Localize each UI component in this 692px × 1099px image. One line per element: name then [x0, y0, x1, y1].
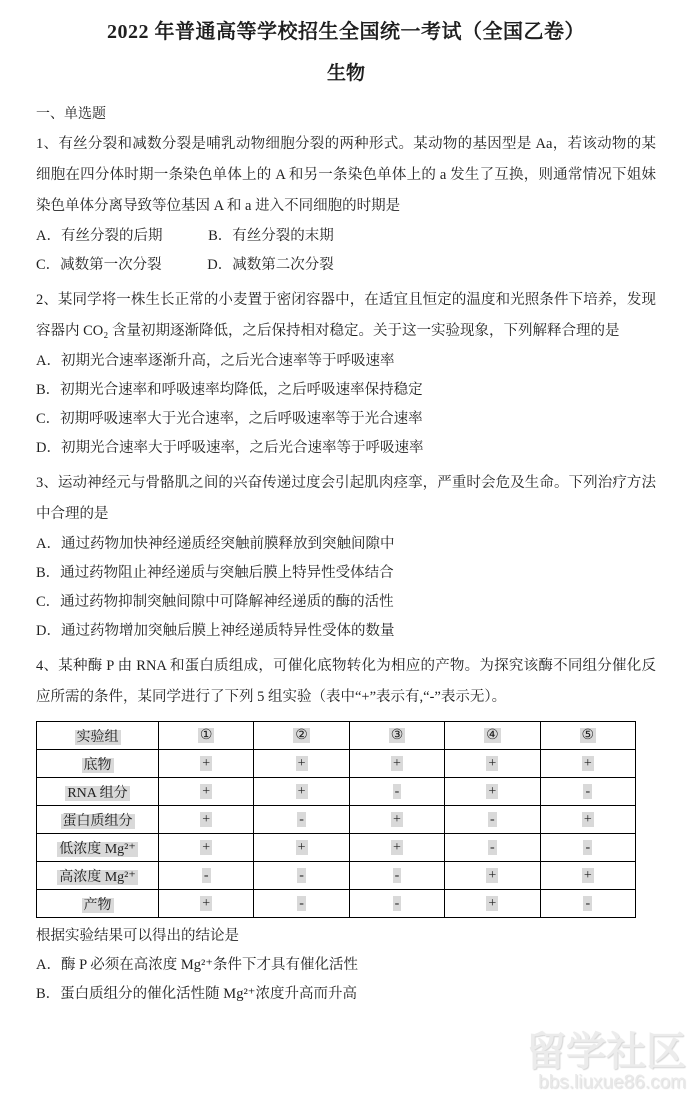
table-cell [349, 834, 444, 862]
question-1-option-a: A．有丝分裂的后期 [36, 228, 163, 244]
cell-text: + [297, 755, 306, 771]
cell-text: 产物 [83, 897, 112, 913]
question-4-option-a: A．酶 P 必须在高浓度 Mg²⁺条件下才具有催化活性 [36, 957, 359, 973]
table-cell [159, 862, 254, 890]
table-cell [159, 834, 254, 862]
cell-text: - [585, 895, 591, 911]
cell-text: + [583, 867, 592, 883]
question-3-option-c: C．通过药物抑制突触间隙中可降解神经递质的酶的活性 [36, 594, 394, 610]
cell-text: + [202, 839, 211, 855]
table-cell [349, 862, 444, 890]
table-row [37, 806, 636, 834]
cell-text: ⑤ [581, 728, 595, 743]
table-row [37, 890, 636, 918]
table-cell [445, 778, 540, 806]
table-cell [540, 778, 635, 806]
question-2-option-d: D．初期光合速率大于呼吸速率，之后光合速率等于呼吸速率 [36, 440, 424, 456]
question-1-options-row-1 [36, 222, 656, 251]
cell-text: + [202, 755, 211, 771]
table-header-cell [159, 722, 254, 750]
question-4-stem: 4、某种酶 P 由 RNA 和蛋白质组成，可催化底物转化为相应的产物。为探究该酶不同组分催化反应所需的条件，某同学进行了下列 5 组实验（表中“+”表示有,“-”表示无）。 [36, 658, 656, 705]
cell-text: - [394, 867, 400, 883]
table-row [37, 750, 636, 778]
section-heading: 一、单选题 [36, 107, 106, 122]
cell-text: 低浓度 Mg²⁺ [59, 841, 136, 857]
question-2 [36, 285, 656, 463]
question-1-option-c: C．减数第一次分裂 [36, 257, 162, 273]
cell-text: - [394, 895, 400, 911]
cell-text: - [394, 783, 400, 799]
question-3-option-b: B．通过药物阻止神经递质与突触后膜上特异性受体结合 [36, 565, 394, 581]
watermark-title: 留学社区 [526, 1030, 686, 1075]
question-3-stem: 3、运动神经元与骨骼肌之间的兴奋传递过度会引起肌肉痉挛，严重时会危及生命。下列治疗方法中合理的是 [36, 475, 656, 522]
table-cell [349, 806, 444, 834]
table-row [37, 834, 636, 862]
table-cell [445, 890, 540, 918]
table-cell [254, 890, 349, 918]
table-cell [540, 750, 635, 778]
cell-text: + [393, 755, 401, 771]
table-cell [349, 778, 444, 806]
question-1-option-b: B．有丝分裂的末期 [208, 228, 334, 244]
table-cell [540, 890, 635, 918]
table-cell [445, 834, 540, 862]
cell-text: ③ [390, 728, 404, 743]
table-row [37, 862, 636, 890]
cell-text: ④ [486, 728, 499, 743]
cell-text: + [488, 867, 497, 883]
cell-text: 蛋白质组分 [62, 813, 133, 829]
cell-text: - [299, 867, 304, 883]
cell-text: + [202, 895, 211, 911]
table-header-cell [445, 722, 540, 750]
row-label [37, 778, 159, 806]
cell-text: + [393, 839, 401, 855]
cell-text: + [583, 811, 592, 827]
table-cell [445, 806, 540, 834]
question-1-stem: 1、有丝分裂和减数分裂是哺乳动物细胞分裂的两种形式。某动物的基因型是 Aa，若该动物的某细胞在四分体时期一条染色单体上的 A 和另一条染色单体上的 a 发生了互换，则通常情况下姐妹染色单体分离导致等位基因 A 和 a 进入不同细胞的时期是 [36, 136, 656, 214]
question-3-option-d: D．通过药物增加突触后膜上神经递质特异性受体的数量 [36, 623, 395, 639]
table-header-cell [254, 722, 349, 750]
table-cell [159, 890, 254, 918]
cell-text: - [490, 811, 495, 827]
table-cell [445, 750, 540, 778]
cell-text: ① [199, 728, 213, 743]
subject-title: 生物 [326, 63, 365, 84]
table-cell [254, 750, 349, 778]
cell-text: + [297, 839, 306, 855]
question-3 [36, 468, 656, 646]
cell-text: + [297, 783, 306, 799]
page-title: 2022 年普通高等学校招生全国统一考试（全国乙卷） [107, 21, 585, 43]
table-cell [445, 862, 540, 890]
table-cell [159, 750, 254, 778]
question-1-options-row-2 [36, 251, 656, 280]
question-2-option-b: B．初期光合速率和呼吸速率均降低，之后呼吸速率保持稳定 [36, 382, 423, 398]
watermark [526, 1031, 686, 1093]
row-label [37, 890, 159, 918]
question-3-option-a: A．通过药物加快神经递质经突触前膜释放到突触间隙中 [36, 536, 395, 552]
table-cell [254, 862, 349, 890]
question-2-option-c: C．初期呼吸速率大于光合速率，之后呼吸速率等于光合速率 [36, 411, 423, 427]
table-cell [159, 806, 254, 834]
table-cell [540, 806, 635, 834]
question-2-stem: 2、某同学将一株生长正常的小麦置于密闭容器中，在适宜且恒定的温度和光照条件下培养，发现容器内 CO₂ 含量初期逐渐降低，之后保持相对稳定。关于这一实验现象，下列解释合理的是 [36, 292, 656, 339]
cell-text: 高浓度 Mg²⁺ [59, 869, 136, 885]
table-row [37, 778, 636, 806]
cell-text: ② [295, 728, 308, 743]
cell-text: + [202, 783, 211, 799]
table-cell [540, 862, 635, 890]
table-cell [254, 834, 349, 862]
table-cell [254, 778, 349, 806]
table-cell [254, 806, 349, 834]
row-label [37, 862, 159, 890]
table-header-cell [37, 722, 159, 750]
row-label [37, 750, 159, 778]
table-cell [349, 750, 444, 778]
question-1 [36, 129, 656, 280]
cell-text: - [490, 839, 495, 855]
table-cell [540, 834, 635, 862]
cell-text: + [488, 895, 497, 911]
cell-text: + [202, 811, 211, 827]
cell-text: - [299, 811, 304, 827]
cell-text: + [583, 755, 592, 771]
row-label [37, 806, 159, 834]
table-cell [349, 890, 444, 918]
cell-text: 实验组 [76, 729, 119, 745]
cell-text: - [299, 895, 304, 911]
question-4 [36, 651, 656, 1009]
experiment-table [36, 721, 636, 918]
table-header-row [37, 722, 636, 750]
cell-text: RNA 组分 [67, 785, 128, 801]
question-1-option-d: D．减数第二次分裂 [207, 257, 334, 273]
table-header-cell [540, 722, 635, 750]
cell-text: - [585, 839, 591, 855]
conclusion-intro: 根据实验结果可以得出的结论是 [36, 928, 239, 944]
table-header-cell [349, 722, 444, 750]
cell-text: + [488, 783, 497, 799]
cell-text: 底物 [83, 757, 112, 773]
watermark-url: bbs.liuxue86.com [538, 1072, 686, 1094]
cell-text: - [203, 867, 209, 883]
cell-text: - [585, 783, 591, 799]
row-label [37, 834, 159, 862]
table-cell [159, 778, 254, 806]
cell-text: + [488, 755, 497, 771]
question-4-option-b: B．蛋白质组分的催化活性随 Mg²⁺浓度升高而升高 [36, 986, 357, 1002]
cell-text: + [393, 811, 401, 827]
question-2-option-a: A．初期光合速率逐渐升高，之后光合速率等于呼吸速率 [36, 353, 395, 369]
